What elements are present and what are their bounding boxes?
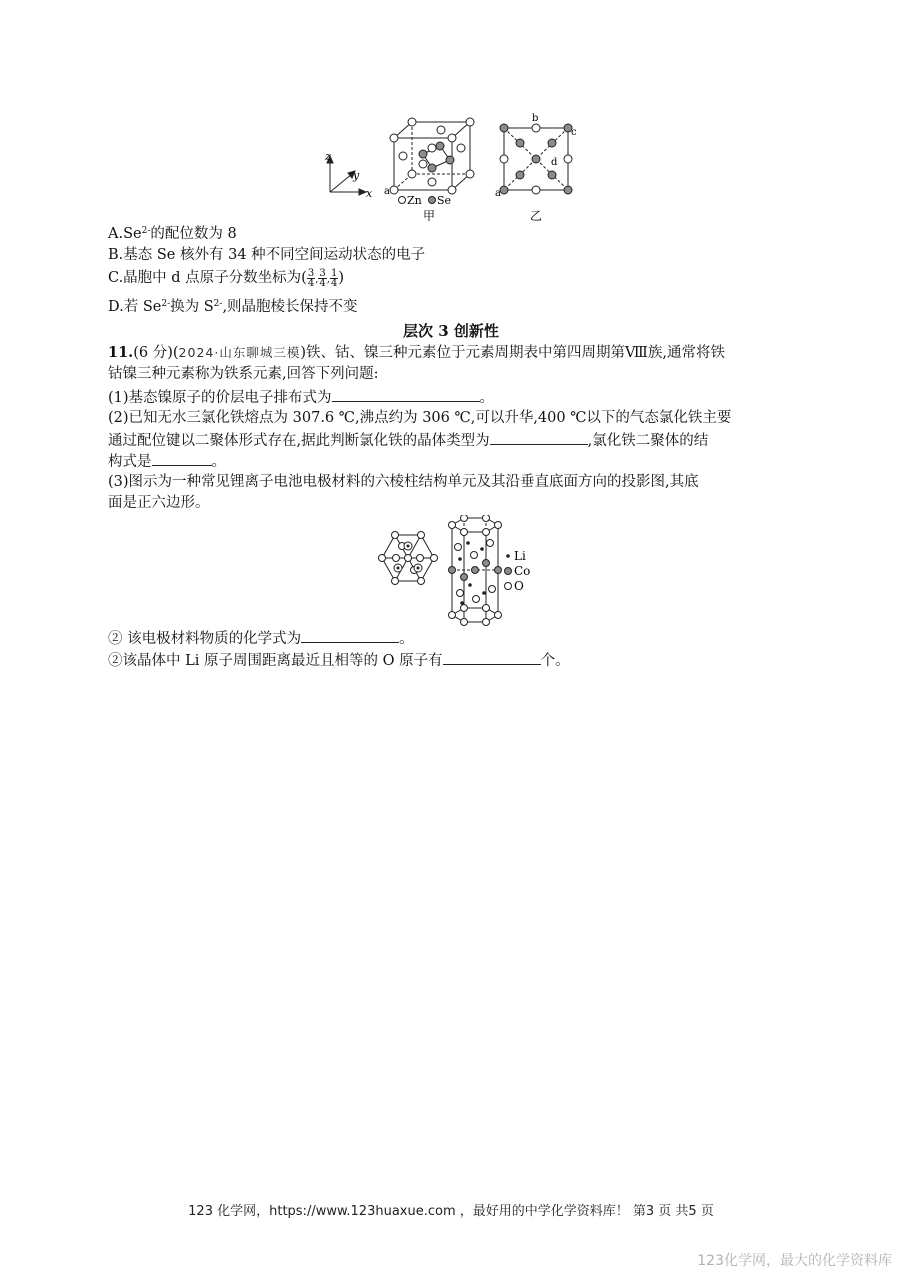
fraction-2: $\frac{3}{4}$ (319, 267, 326, 289)
option-d-sup2: 2- (213, 299, 223, 309)
legend-o-label: O (514, 579, 524, 593)
option-d-suffix: ,则晶胞棱长保持不变 (222, 299, 358, 315)
legend-li-label: Li (514, 549, 526, 563)
option-d-prefix: D.若 Se (108, 299, 162, 315)
part-1: (1)基态镍原子的价层电子排布式为 。 (108, 387, 494, 408)
part-2-line-3: 构式是 。 (108, 451, 226, 472)
label-b: b (532, 113, 539, 124)
sub-question-2-text: ②该晶体中 Li 原子周围距离最近且相等的 O 原子有 (108, 653, 443, 669)
label-c: c (571, 127, 577, 138)
coordinate-axes (327, 156, 366, 195)
option-a-prefix: A.Se (108, 226, 142, 242)
yi-grey-atoms (500, 124, 572, 194)
option-c-suffix: ) (338, 270, 345, 286)
option-d-mid: 换为 S (170, 299, 214, 315)
legend-o-marker (505, 583, 512, 590)
o-atom-count-answer-blank[interactable] (443, 650, 541, 665)
legend-li-marker (506, 554, 510, 558)
crystal-type-answer-blank[interactable] (490, 430, 588, 445)
page-footer: 123 化学网，https://www.123huaxue.com ，最好用的中学化学资料库！ 第3 页 共5 页 (188, 1204, 714, 1219)
option-b: B.基态 Se 核外有 34 种不同空间运动状态的电子 (108, 247, 426, 263)
part-3-line-2: 面是正六边形。 (108, 495, 210, 511)
question-11-line-1: 11.(6 分)(2024·山东聊城三模)铁、钴、镍三种元素位于元素周期表中第四周期第Ⅷ族,通常将铁 (108, 344, 725, 361)
site-watermark: 123化学网，最大的化学资料库 (697, 1253, 892, 1269)
question-points: (6 分)( (133, 345, 179, 361)
hexagonal-prism-figure (370, 515, 550, 627)
part-3-line-1: (3)图示为一种常见锂离子电池电极材料的六棱柱结构单元及其沿垂直底面方向的投影图,其底 (108, 474, 699, 490)
label-a-yi: a (495, 188, 501, 199)
legend-co-marker (505, 568, 512, 575)
question-stem-1: 铁、钴、镍三种元素位于元素周期表中第四周期第Ⅷ族,通常将铁 (306, 345, 725, 361)
caption-yi: 乙 (530, 209, 543, 223)
caption-jia: 甲 (423, 209, 436, 223)
question-source-year: 2024· (178, 345, 220, 360)
option-d (108, 297, 358, 317)
part-2-text-b: ,氯化铁二聚体的结 (587, 433, 709, 449)
axis-y-label: y (353, 169, 360, 182)
legend-se-label: Se (437, 194, 452, 207)
option-c: C.晶胞中 d 点原子分数坐标为( $\frac{3}{4}$ , $\frac{3}{4}$ , $\frac{1}{4}$ ) (108, 267, 345, 289)
sub-question-1-text: ② 该电极材料物质的化学式为 (108, 631, 302, 647)
section-title: 层次 3 创新性 (403, 322, 499, 340)
part-2-line-2 (108, 430, 708, 451)
option-a-suffix: 的配位数为 8 (150, 226, 237, 242)
fraction-1: $\frac{3}{4}$ (307, 267, 315, 289)
legend-co-label: Co (514, 564, 531, 578)
chemical-formula-answer-blank[interactable] (301, 628, 399, 643)
fraction-3: $\frac{1}{4}$ (330, 267, 338, 289)
sub-question-1: ② 该电极材料物质的化学式为 。 (108, 628, 414, 649)
option-c-prefix: C.晶胞中 d 点原子分数坐标为( (108, 270, 307, 286)
part-2-line-1: (2)已知无水三氯化铁熔点为 307.6 ℃,沸点约为 306 ℃,可以升华,400 ℃以下的气态氯化铁主要 (108, 410, 732, 426)
option-d-sup1: 2- (161, 299, 171, 309)
question-source: 山东聊城三模 (219, 345, 301, 360)
label-d: d (551, 157, 558, 168)
question-number: 11. (108, 344, 134, 361)
part-1-text: (1)基态镍原子的价层电子排布式为 (108, 390, 332, 406)
part-2-text-a: 通过配位键以二聚体形式存在,据此判断氯化铁的晶体类型为 (108, 433, 490, 449)
dimer-structure-answer-blank[interactable] (152, 451, 212, 466)
part-1-answer-blank[interactable] (332, 387, 480, 402)
crystal-cell-figure (322, 108, 590, 226)
part-2-text-c: 构式是 (108, 454, 152, 470)
sub-question-2: ②该晶体中 Li 原子周围距离最近且相等的 O 原子有 个。 (108, 650, 570, 671)
legend-se-marker (429, 197, 436, 204)
option-a-sup: 2- (141, 226, 151, 236)
question-11-line-2: 钴镍三种元素称为铁系元素,回答下列问题: (108, 366, 379, 382)
axis-x-label: x (366, 187, 373, 200)
axis-z-label: z (325, 150, 331, 163)
label-a-jia: a (384, 186, 390, 197)
option-a (108, 224, 237, 244)
legend-zn-marker (399, 197, 406, 204)
legend-zn-label: Zn (407, 194, 422, 207)
